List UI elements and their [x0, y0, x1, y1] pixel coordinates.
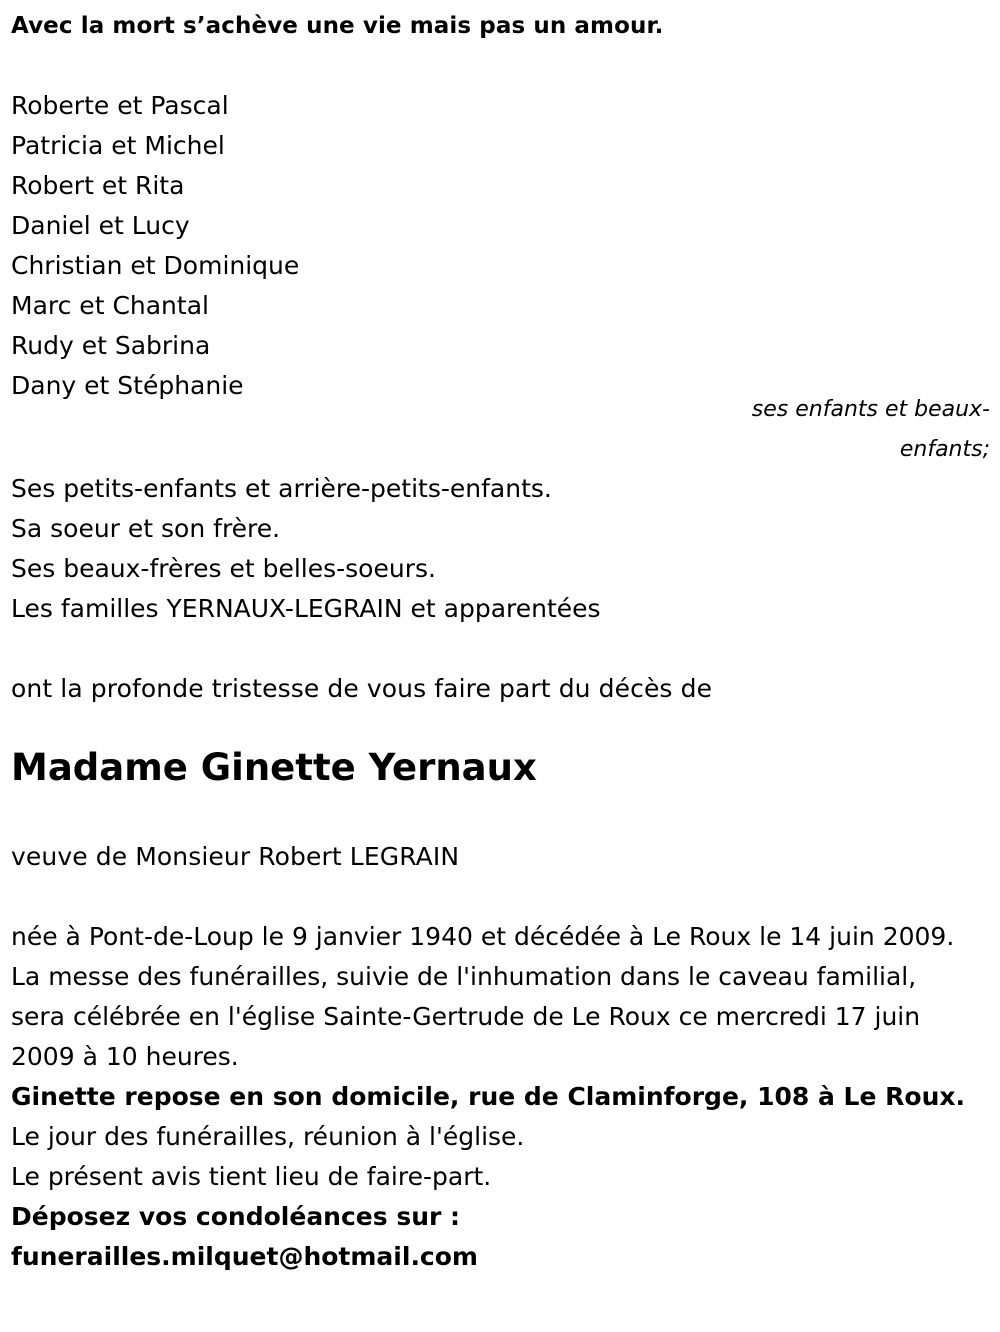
- motto: Avec la mort s’achève une vie mais pas un amour.: [11, 13, 664, 39]
- list-item: Les familles YERNAUX-LEGRAIN et apparentées: [11, 594, 601, 623]
- list-item: Robert et Rita: [11, 171, 185, 200]
- resting-place: Ginette repose en son domicile, rue de Claminforge, 108 à Le Roux.: [11, 1082, 965, 1111]
- children-list: [11, 86, 299, 406]
- family-list: [11, 469, 601, 629]
- children-caption: ses enfants et beaux-enfants;: [751, 397, 990, 462]
- widow-of: veuve de Monsieur Robert LEGRAIN: [11, 842, 460, 871]
- list-item: Roberte et Pascal: [11, 91, 229, 120]
- announcement: ont la profonde tristesse de vous faire part du décès de: [11, 674, 713, 703]
- list-item: Ses petits-enfants et arrière-petits-enfants.: [11, 474, 552, 503]
- list-item: Daniel et Lucy: [11, 211, 190, 240]
- list-item: Ses beaux-frères et belles-soeurs.: [11, 554, 436, 583]
- list-item: Rudy et Sabrina: [11, 331, 211, 360]
- funeral-mass: La messe des funérailles, suivie de l'inhumation dans le caveau familial, sera célébrée en l'église Sainte-Gertrude de Le Roux ce mercredi 17 juin 2009 à 10 heures.: [11, 962, 921, 1071]
- list-item: Christian et Dominique: [11, 251, 300, 280]
- deceased-name: Madame Ginette Yernaux: [11, 746, 537, 789]
- list-item: Dany et Stéphanie: [11, 371, 244, 400]
- birth-death: née à Pont-de-Loup le 9 janvier 1940 et décédée à Le Roux le 14 juin 2009.: [11, 922, 955, 951]
- meeting-info: Le jour des funérailles, réunion à l'église.: [11, 1122, 525, 1151]
- notice-note: Le présent avis tient lieu de faire-part.: [11, 1162, 492, 1191]
- list-item: Patricia et Michel: [11, 131, 225, 160]
- condolences-email: funerailles.milquet@hotmail.com: [11, 1242, 478, 1271]
- list-item: Sa soeur et son frère.: [11, 514, 281, 543]
- condolences-label: Déposez vos condoléances sur :: [11, 1202, 461, 1231]
- list-item: Marc et Chantal: [11, 291, 209, 320]
- funeral-details: [11, 917, 971, 1277]
